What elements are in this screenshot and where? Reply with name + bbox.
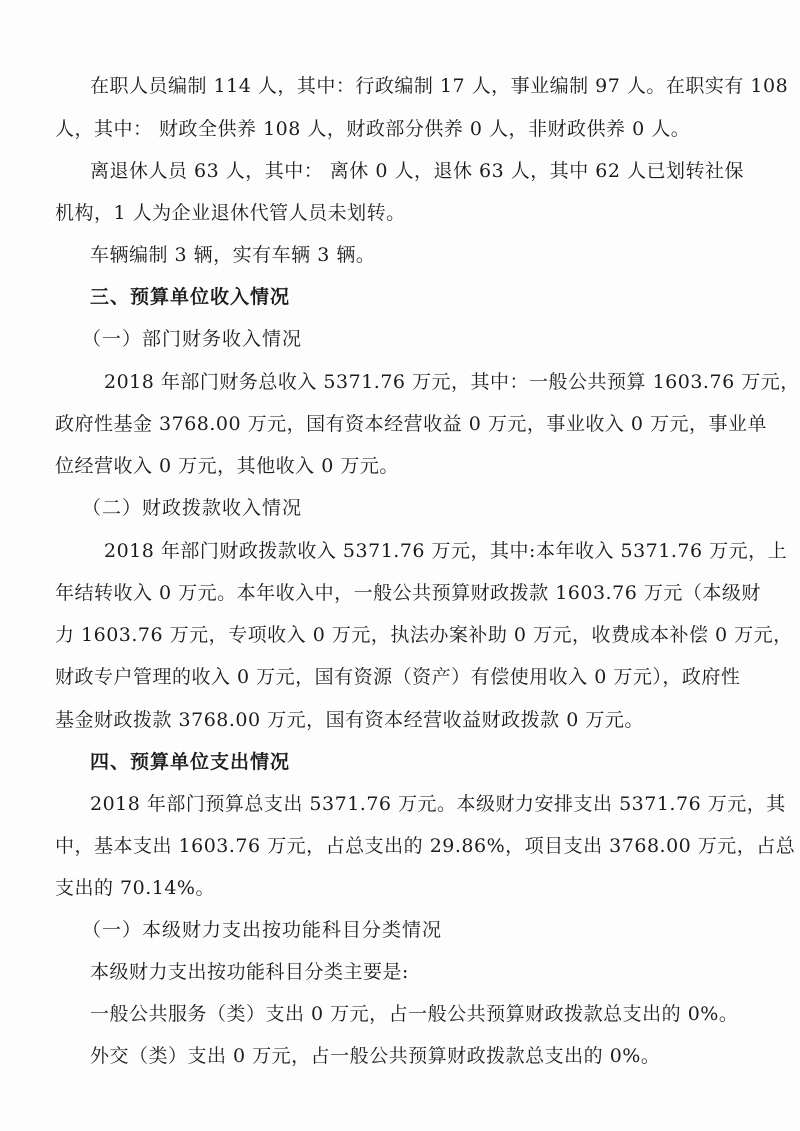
- paragraph-line: 位经营收入 0 万元，其他收入 0 万元。: [55, 455, 399, 477]
- paragraph-line: 人，其中： 财政全供养 108 人，财政部分供养 0 人，非财政供养 0 人。: [55, 118, 691, 140]
- paragraph-line: 一般公共服务（类）支出 0 万元，占一般公共预算财政拨款总支出的 0%。: [90, 1003, 739, 1025]
- paragraph-line: 2018 年部门财务总收入 5371.76 万元，其中：一般公共预算 1603.76 万元，: [104, 371, 800, 393]
- paragraph-line: 政府性基金 3768.00 万元，国有资本经营收益 0 万元，事业收入 0 万元，事业单: [55, 413, 767, 435]
- paragraph-line: 在职人员编制 114 人，其中：行政编制 17 人，事业编制 97 人。在职实有 108: [90, 75, 789, 97]
- paragraph-line: 年结转收入 0 万元。本年收入中，一般公共预算财政拨款 1603.76 万元（本级财: [55, 582, 761, 604]
- paragraph-line: 2018 年部门预算总支出 5371.76 万元。本级财力安排支出 5371.76 万元，其: [90, 793, 786, 815]
- paragraph-line: 财政专户管理的收入 0 万元，国有资源（资产）有偿使用收入 0 万元），政府性: [55, 666, 741, 688]
- subsection-heading-dept-income: （一）部门财务收入情况: [82, 328, 303, 350]
- paragraph-line: 车辆编制 3 辆，实有车辆 3 辆。: [90, 244, 376, 266]
- paragraph-line: 本级财力支出按功能科目分类主要是:: [90, 961, 409, 983]
- section-heading-expenditure: 四、预算单位支出情况: [90, 751, 291, 773]
- paragraph-line: 外交（类）支出 0 万元，占一般公共预算财政拨款总支出的 0%。: [90, 1045, 661, 1067]
- paragraph-line: 机构，1 人为企业退休代管人员未划转。: [55, 202, 406, 224]
- subsection-heading-functional: （一）本级财力支出按功能科目分类情况: [82, 919, 443, 941]
- paragraph-line: 离退休人员 63 人，其中： 离休 0 人，退休 63 人，其中 62 人已划转社保: [90, 160, 744, 182]
- paragraph-line: 2018 年部门财政拨款收入 5371.76 万元，其中:本年收入 5371.76 万元，上: [104, 540, 788, 562]
- paragraph-line: 支出的 70.14%。: [55, 877, 215, 899]
- paragraph-line: 力 1603.76 万元，专项收入 0 万元，执法办案补助 0 万元，收费成本补偿 0 万元，: [55, 624, 793, 646]
- paragraph-line: 中，基本支出 1603.76 万元，占总支出的 29.86%，项目支出 3768.00 万元，占总: [55, 835, 796, 857]
- subsection-heading-fiscal-income: （二）财政拨款收入情况: [82, 497, 303, 519]
- section-heading-income: 三、预算单位收入情况: [90, 286, 291, 308]
- paragraph-line: 基金财政拨款 3768.00 万元，国有资本经营收益财政拨款 0 万元。: [55, 709, 644, 731]
